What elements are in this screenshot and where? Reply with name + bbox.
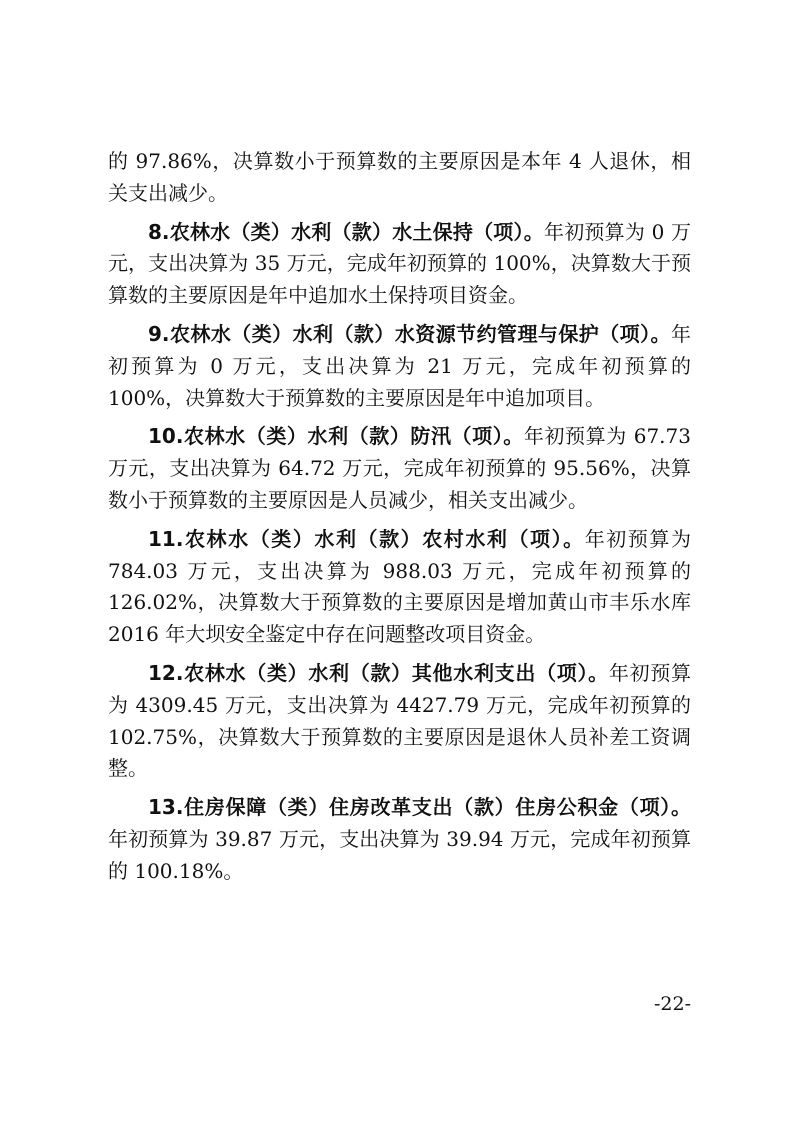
item-heading-12: 12.农林水（类）水利（款）其他水利支出（项）。	[148, 660, 609, 685]
document-body	[108, 146, 691, 888]
item-paragraph-10	[108, 421, 691, 516]
item-heading-13: 13.住房保障（类）住房改革支出（款）住房公积金（项）。	[148, 795, 691, 820]
item-paragraph-9	[108, 319, 691, 414]
continuation-paragraph: 的 97.86%，决算数小于预算数的主要原因是本年 4 人退休，相关支出减少。	[108, 149, 691, 205]
item-text-11: 年初预算为 784.03 万元，支出决算为 988.03 万元，完成年初预算的 126.02%，决算数大于预算数的主要原因是增加黄山市丰乐水库 2016 年大坝安全鉴定中存在问题整改项目资金。	[108, 526, 691, 647]
item-text-13: 年初预算为 39.87 万元，支出决算为 39.94 万元，完成年初预算的 100.18%。	[108, 826, 691, 883]
item-text-12: 年初预算为 4309.45 万元，支出决算为 4427.79 万元，完成年初预算的 102.75%，决算数大于预算数的主要原因是退休人员补差工资调整。	[108, 660, 691, 781]
item-heading-9: 9.农林水（类）水利（款）水资源节约管理与保护（项）。	[148, 321, 671, 346]
item-paragraph-12	[108, 658, 691, 785]
item-heading-11: 11.农林水（类）水利（款）农村水利（项）。	[148, 526, 585, 551]
item-text-8: 年初预算为 0 万元，支出决算为 35 万元，完成年初预算的 100%，决算数大于预算数的主要原因是年中追加水土保持项目资金。	[108, 219, 691, 308]
item-paragraph-13	[108, 792, 691, 887]
item-paragraph-11	[108, 524, 691, 651]
item-heading-8: 8.农林水（类）水利（款）水土保持（项）。	[148, 219, 544, 244]
item-paragraph-8	[108, 217, 691, 312]
item-heading-10: 10.农林水（类）水利（款）防汛（项）。	[148, 424, 524, 449]
page-number: -22-	[653, 993, 691, 1015]
item-text-10: 年初预算为 67.73 万元，支出决算为 64.72 万元，完成年初预算的 95.56%，决算数小于预算数的主要原因是人员减少，相关支出减少。	[108, 424, 691, 512]
item-text-9: 年初预算为 0 万元，支出决算为 21 万元，完成年初预算的 100%，决算数大于预算数的主要原因是年中追加项目。	[108, 321, 691, 410]
